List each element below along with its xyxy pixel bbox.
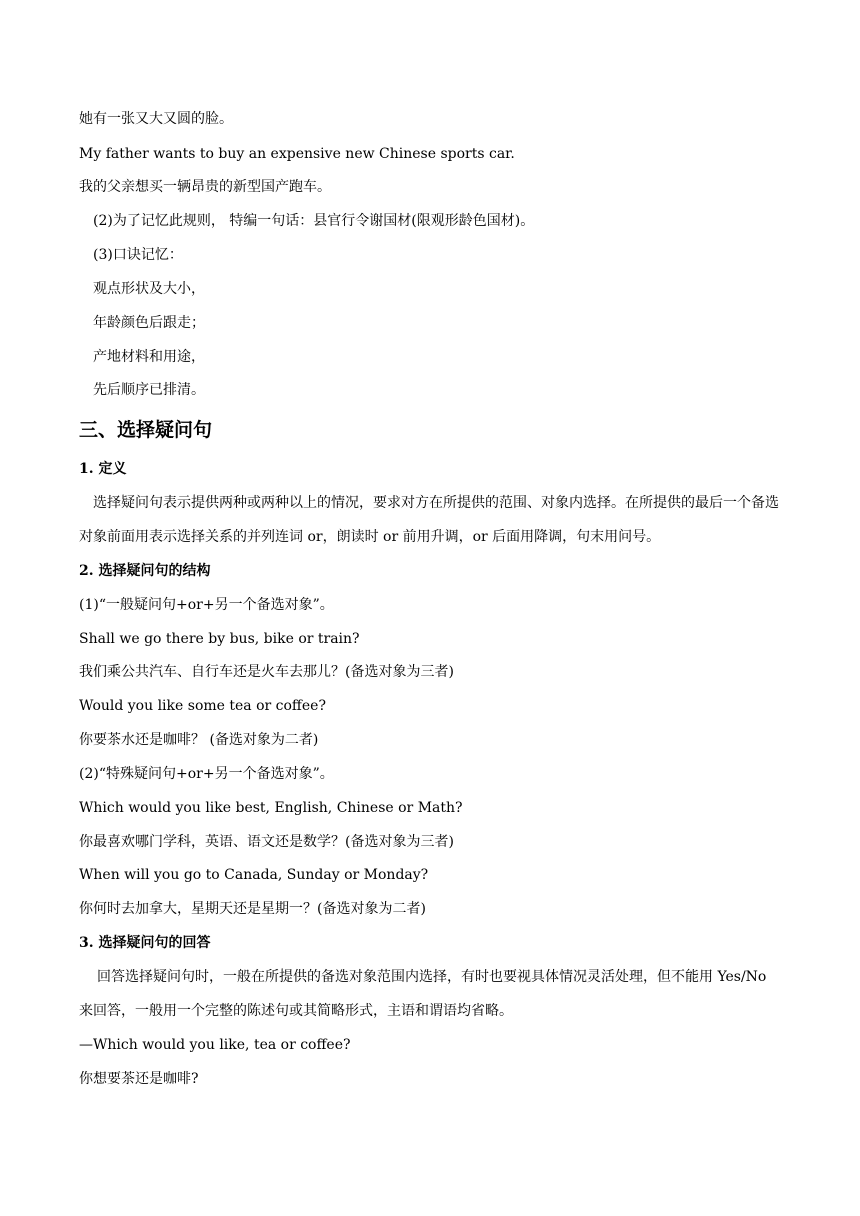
paragraph: 回答选择疑问句时，一般在所提供的备选对象范围内选择，有时也要视具体情况灵活处理，但不能用 Yes/No 来回答，一般用一个完整的陈述句或其简略形式，主语和谓语均省略。 xyxy=(79,969,767,1019)
subsection-heading: 3. 选择疑问句的回答 xyxy=(79,935,211,951)
text-line: 你想要茶还是咖啡? xyxy=(79,1071,199,1087)
text-line: 观点形状及大小， xyxy=(93,281,205,297)
text-line: (2)为了记忆此规则， 特编一句话：县官行令谢国材(限观形龄色国材)。 xyxy=(93,213,535,229)
text-line: 你要茶水还是咖啡？ (备选对象为二者) xyxy=(79,732,319,748)
section-heading: 三、选择疑问句 xyxy=(79,419,213,441)
text-line: 我们乘公共汽车、自行车还是火车去那儿？(备选对象为三者) xyxy=(79,664,454,680)
subsection-heading: 2. 选择疑问句的结构 xyxy=(79,563,211,579)
text-line: When will you go to Canada, Sunday or Monday? xyxy=(79,867,429,883)
text-line: (1)“一般疑问句+or+另一个备选对象”。 xyxy=(79,597,334,613)
paragraph: 选择疑问句表示提供两种或两种以上的情况，要求对方在所提供的范围、对象内选择。在所提供的最后一个备选对象前面用表示选择关系的并列连词 or，朗读时 or 前用升调，or 后面用降调，句末用问号。 xyxy=(79,495,779,545)
text-line: Shall we go there by bus, bike or train? xyxy=(79,631,360,647)
text-line: (2)“特殊疑问句+or+另一个备选对象”。 xyxy=(79,766,334,782)
text-line: 先后顺序已排清。 xyxy=(93,382,205,398)
text-line: 她有一张又大又圆的脸。 xyxy=(79,111,233,127)
text-line: —Which would you like, tea or coffee? xyxy=(79,1037,351,1053)
subsection-heading: 1. 定义 xyxy=(79,461,127,477)
text-line: 你最喜欢哪门学科，英语、语文还是数学？(备选对象为三者) xyxy=(79,834,454,850)
text-line: 你何时去加拿大，星期天还是星期一？(备选对象为二者) xyxy=(79,901,426,917)
text-line: Would you like some tea or coffee? xyxy=(79,698,326,714)
text-line: (3)口诀记忆： xyxy=(93,247,183,263)
text-line: My father wants to buy an expensive new Chinese sports car. xyxy=(79,146,515,162)
text-line: 产地材料和用途， xyxy=(93,349,205,365)
text-line: Which would you like best, English, Chinese or Math? xyxy=(79,800,463,816)
text-line: 年龄颜色后跟走； xyxy=(93,315,205,331)
text-line: 我的父亲想买一辆昂贵的新型国产跑车。 xyxy=(79,179,331,195)
